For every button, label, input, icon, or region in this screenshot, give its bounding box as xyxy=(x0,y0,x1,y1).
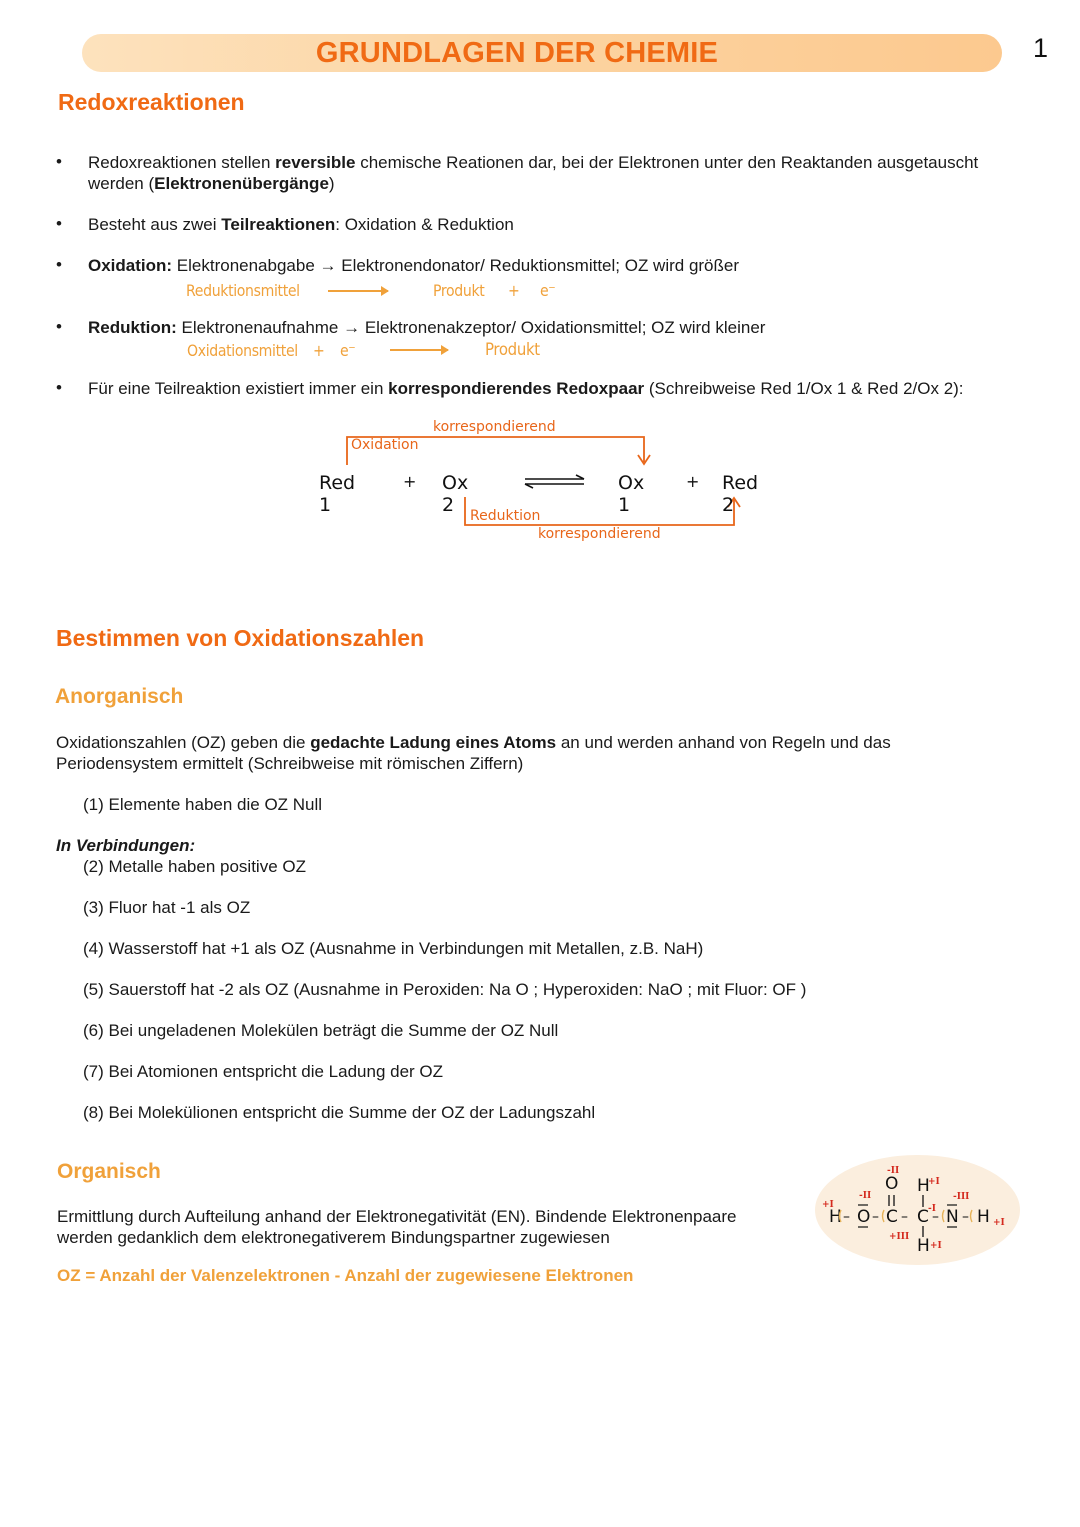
svg-text:C: C xyxy=(886,1207,898,1227)
hand-plus: + xyxy=(508,281,520,300)
svg-text:+I: +I xyxy=(928,1177,940,1187)
species-ox2: Ox 2 xyxy=(442,472,469,516)
hand-electron: e⁻ xyxy=(340,341,356,360)
rule-5: (5) Sauerstoff hat -2 als OZ (Ausnahme in Peroxiden: Na O ; Hyperoxiden: NaO ; mit Fluor: OF ) xyxy=(83,980,807,999)
bullet-oxidation: Oxidation: Elektronenabgabe → Elektronendonator/ Reduktionsmittel; OZ wird größer xyxy=(88,256,740,275)
rule-3: (3) Fluor hat -1 als OZ xyxy=(83,898,251,917)
page-title: GRUNDLAGEN DER CHEMIE xyxy=(315,36,719,69)
svg-text:–: – xyxy=(932,1209,939,1225)
oz-formula: OZ = Anzahl der Valenzelektronen - Anzahl der zugewiesene Elektronen xyxy=(57,1266,634,1285)
svg-text:+III: +III xyxy=(889,1232,910,1242)
svg-text:-III: -III xyxy=(953,1192,970,1202)
glycine-structure-diagram xyxy=(815,1155,1020,1265)
species-red1: Red 1 xyxy=(319,472,356,516)
species-red2: Red 2 xyxy=(722,472,759,516)
bullet-dot: • xyxy=(56,255,62,274)
bullet-redoxpaar: Für eine Teilreaktion existiert immer ein korrespondierendes Redoxpaar (Schreibweise Red 1/Ox 1 & Red 2/Ox 2): xyxy=(88,379,964,398)
label-reduktion: Reduktion xyxy=(470,508,541,524)
svg-text:H: H xyxy=(977,1207,990,1227)
svg-text:-II: -II xyxy=(859,1191,872,1201)
page-number: 1 xyxy=(1033,33,1049,63)
plus-sign: + xyxy=(403,472,417,491)
bullet-dot: • xyxy=(56,317,62,336)
bullet-redox-definition: Redoxreaktionen stellen reversible chemische Reationen dar, bei der Elektronen unter den Reaktanden ausgetauscht werden (Elektronenübergänge) xyxy=(88,153,979,193)
redox-bracket-lines xyxy=(0,0,1080,560)
svg-text:–: – xyxy=(901,1209,908,1225)
rule-7: (7) Bei Atomionen entspricht die Ladung der OZ xyxy=(83,1062,444,1081)
svg-text:+I: +I xyxy=(930,1241,942,1251)
svg-text:H: H xyxy=(917,1236,930,1256)
svg-text:-II: -II xyxy=(887,1166,900,1176)
hand-oxidationsmittel: Oxidationsmittel xyxy=(187,341,298,360)
bullet-teilreaktionen: Besteht aus zwei Teilreaktionen: Oxidation & Reduktion xyxy=(88,215,514,234)
svg-text:–: – xyxy=(872,1209,879,1225)
hand-produkt: Produkt xyxy=(433,281,485,300)
svg-text:O: O xyxy=(885,1174,899,1194)
species-ox1: Ox 1 xyxy=(618,472,645,516)
label-korrespondierend-top: korrespondierend xyxy=(433,419,556,435)
bullet-reduktion: Reduktion: Elektronenaufnahme → Elektronenakzeptor/ Oxidationsmittel; OZ wird kleiner xyxy=(88,318,766,337)
bullet-dot: • xyxy=(56,378,62,397)
subheading-organisch: Organisch xyxy=(57,1160,161,1183)
label-oxidation: Oxidation xyxy=(351,437,419,453)
section-heading-oz: Bestimmen von Oxidationszahlen xyxy=(56,625,425,651)
rule-1: (1) Elemente haben die OZ Null xyxy=(83,795,323,814)
svg-text:C: C xyxy=(917,1207,929,1227)
label-korrespondierend-bottom: korrespondierend xyxy=(538,526,661,542)
in-verbindungen-label: In Verbindungen: xyxy=(56,836,196,855)
rule-4: (4) Wasserstoff hat +1 als OZ (Ausnahme in Verbindungen mit Metallen, z.B. NaH) xyxy=(83,939,704,958)
organisch-text: Ermittlung durch Aufteilung anhand der Elektronegativität (EN). Bindende Elektronenpaare werden gedanklich dem elektronegativerem Bindungspartner zugewiesen xyxy=(57,1207,737,1247)
svg-text:H: H xyxy=(829,1207,842,1227)
subheading-anorganisch: Anorganisch xyxy=(55,685,184,708)
rule-6: (6) Bei ungeladenen Molekülen beträgt die Summe der OZ Null xyxy=(83,1021,559,1040)
svg-text:N: N xyxy=(946,1207,959,1227)
plus-sign: + xyxy=(686,472,700,491)
svg-text:H: H xyxy=(917,1176,930,1196)
svg-text:–: – xyxy=(843,1209,850,1225)
hand-produkt: Produkt xyxy=(485,340,540,360)
svg-text:–: – xyxy=(962,1209,969,1225)
bullet-dot: • xyxy=(56,214,62,233)
anorganisch-intro: Oxidationszahlen (OZ) geben die gedachte Ladung eines Atoms an und werden anhand von Regeln und das Periodensystem ermittelt (Schreibweise mit römischen Ziffern) xyxy=(56,733,891,773)
hand-plus: + xyxy=(313,341,325,360)
svg-text:+I: +I xyxy=(822,1200,834,1210)
svg-text:-I: -I xyxy=(928,1204,936,1214)
rule-8: (8) Bei Molekülionen entspricht die Summe der OZ der Ladungszahl xyxy=(83,1103,596,1122)
svg-text:O: O xyxy=(857,1207,871,1227)
hand-electron: e⁻ xyxy=(540,281,556,300)
hand-reduktionsmittel: Reduktionsmittel xyxy=(186,281,300,300)
section-heading-redox: Redoxreaktionen xyxy=(58,89,245,115)
bullet-dot: • xyxy=(56,152,62,171)
rule-2: (2) Metalle haben positive OZ xyxy=(83,857,306,876)
svg-text:+I: +I xyxy=(993,1218,1005,1228)
